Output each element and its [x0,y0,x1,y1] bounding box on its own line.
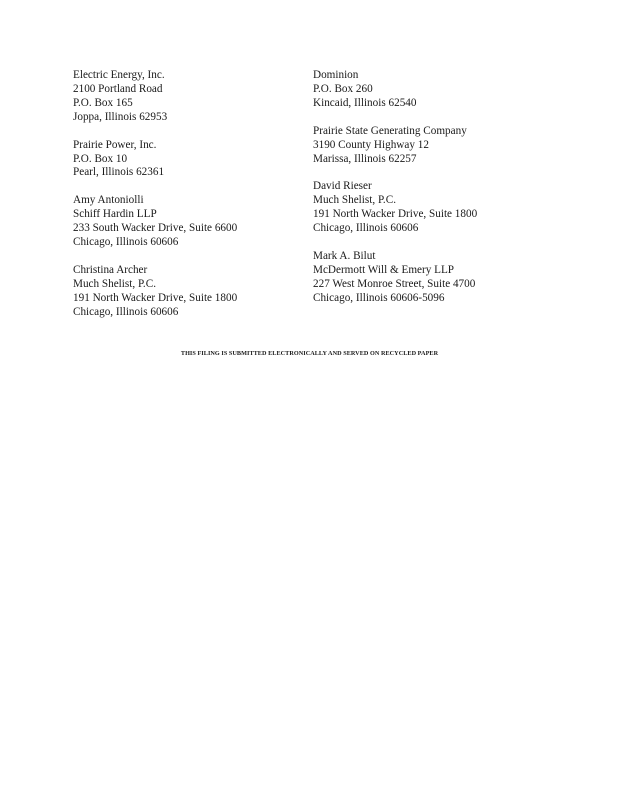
address-name: David Rieser [313,180,372,193]
address-firm: Schiff Hardin LLP [73,208,157,221]
address-name: Prairie State Generating Company [313,124,467,137]
address-line: P.O. Box 165 [73,96,133,109]
address-line: 191 North Wacker Drive, Suite 1800 [73,291,238,304]
address-block-antoniolli [73,194,303,250]
address-firm: McDermott Will & Emery LLP [313,263,455,276]
address-block-dominion [313,69,543,111]
address-block-prairie-state [313,125,543,167]
address-name: Mark A. Bilut [313,250,376,263]
address-line: 233 South Wacker Drive, Suite 6600 [73,222,238,235]
address-block-prairie-power [73,139,303,181]
address-city: Pearl, Illinois 62361 [73,166,165,179]
address-city: Chicago, Illinois 60606 [73,236,179,249]
address-line: 2100 Portland Road [73,82,163,95]
address-city: Chicago, Illinois 60606-5096 [313,291,445,304]
address-name: Amy Antoniolli [73,194,144,207]
address-name: Christina Archer [73,263,148,276]
address-city: Chicago, Illinois 60606 [313,222,419,235]
address-line: 227 West Monroe Street, Suite 4700 [313,277,476,290]
address-city: Kincaid, Illinois 62540 [313,96,417,109]
address-name: Dominion [313,69,359,81]
address-name: Prairie Power, Inc. [73,138,157,151]
address-city: Joppa, Illinois 62953 [73,110,168,123]
left-address-column [73,69,303,334]
address-line: P.O. Box 10 [73,152,128,165]
address-line: 191 North Wacker Drive, Suite 1800 [313,208,478,221]
address-firm: Much Shelist, P.C. [313,194,396,207]
address-city: Chicago, Illinois 60606 [73,305,179,318]
address-line: P.O. Box 260 [313,82,373,95]
recycled-paper-notice: THIS FILING IS SUBMITTED ELECTRONICALLY AND SERVED ON RECYCLED PAPER [180,350,439,357]
address-line: 3190 County Highway 12 [313,138,429,151]
right-address-column [313,69,543,320]
address-firm: Much Shelist, P.C. [73,277,156,290]
address-block-electric-energy [73,69,303,125]
address-block-archer [73,264,303,320]
address-block-bilut [313,250,543,306]
address-name: Electric Energy, Inc. [73,69,165,81]
address-city: Marissa, Illinois 62257 [313,152,417,165]
address-block-rieser [313,180,543,236]
